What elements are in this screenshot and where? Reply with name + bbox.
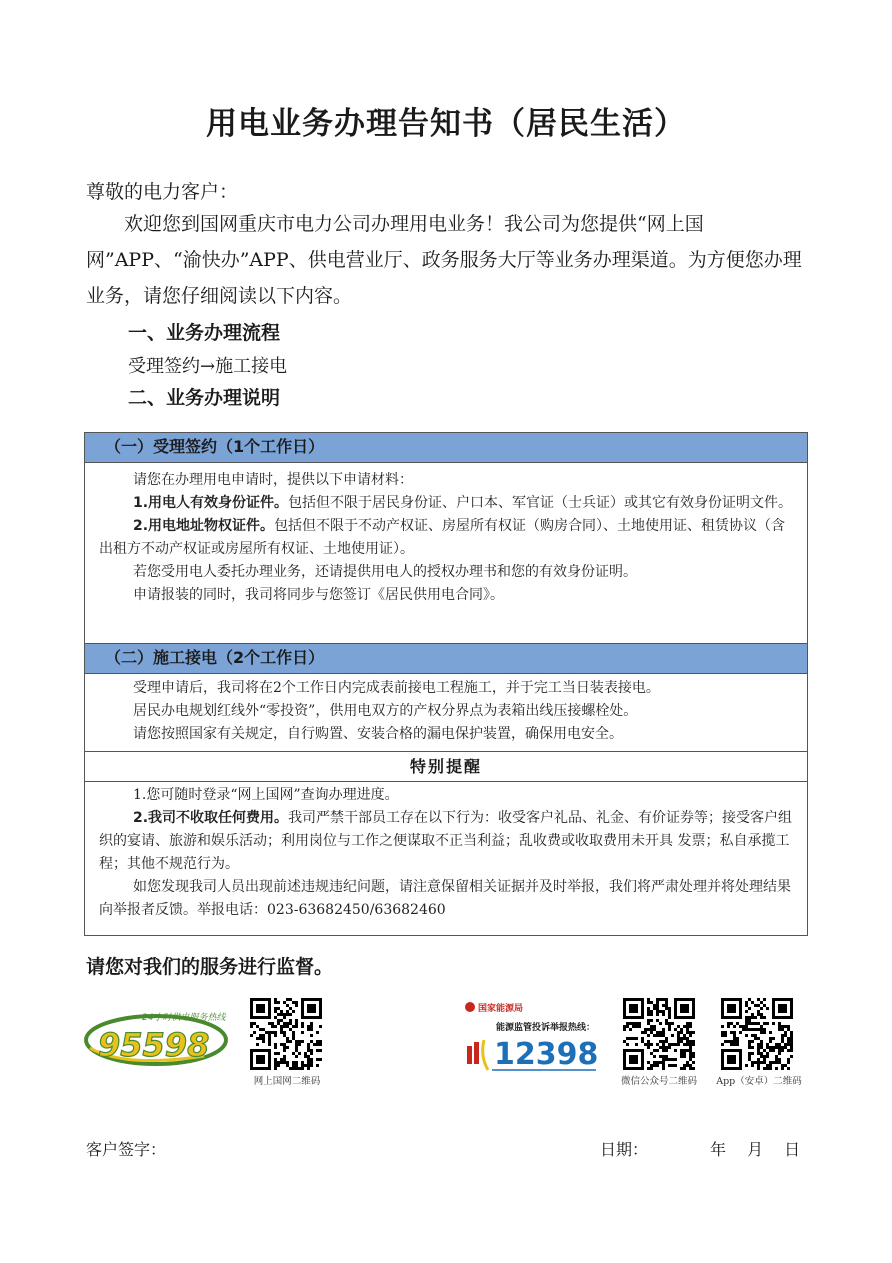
notice-item-2 bbox=[99, 807, 793, 876]
notice-item-2-text: 我司严禁干部员工存在以下行为：收受客户礼品、礼金、有价证券等；接受客户组织的宴请、旅游和娱乐活动；利用岗位与工作之便谋取不正当利益；乱收费或收取费用未开具 发票；私自承揽工程；其他不规范行为。 bbox=[99, 810, 793, 872]
hotline-95598-logo bbox=[84, 1006, 232, 1068]
greeting: 尊敬的电力客户： bbox=[86, 181, 239, 203]
hotline-number: 95598 bbox=[98, 1026, 210, 1064]
item-1-title: 1.用电人有效身份证件。 bbox=[133, 495, 289, 511]
notice-item-2-title: 2.我司不收取任何费用。 bbox=[133, 810, 289, 826]
android-app-qr-code[interactable] bbox=[721, 998, 793, 1070]
nea-slogan: 能源监管投诉举报热线： bbox=[496, 1023, 596, 1033]
acceptance-section bbox=[85, 469, 807, 607]
acceptance-item-2 bbox=[99, 515, 793, 561]
item-1-text: 包括但不限于居民身份证、户口本、军官证（士兵证）或其它有效身份证明文件。 bbox=[288, 495, 793, 511]
intro-text: 欢迎您到国网重庆市电力公司办理用电业务！我公司为您提供“网上国网”APP、“渝快办”APP、供电营业厅、政务服务大厅等业务办理渠道。为方便您办理业务，请您仔细阅读以下内容。 bbox=[86, 213, 802, 307]
supervise-slogan: 请您对我们的服务进行监督。 bbox=[86, 956, 334, 978]
qr-code-icon bbox=[250, 998, 322, 1070]
notice-divider-top bbox=[85, 751, 807, 752]
section-heading-instructions: 二、业务办理说明 bbox=[128, 387, 281, 409]
acceptance-note-2: 申请报装的同时，我司将同步与您签订《居民供用电合同》。 bbox=[133, 587, 504, 603]
notice-divider-bottom bbox=[85, 781, 807, 782]
app-qr-code[interactable] bbox=[250, 998, 322, 1070]
section-heading-process: 一、业务办理流程 bbox=[128, 322, 281, 344]
qr-code-icon bbox=[721, 998, 793, 1070]
nea-number: 12398 bbox=[494, 1037, 599, 1072]
item-2-title: 2.用电地址物权证件。 bbox=[133, 518, 275, 534]
date-fields: 年 月 日 bbox=[710, 1140, 801, 1159]
intro-paragraph bbox=[86, 206, 806, 314]
notice-item-1: 1.您可随时登录“网上国网”查询办理进度。 bbox=[133, 787, 399, 803]
acceptance-header: （一）受理签约（1个工作日） bbox=[85, 432, 807, 463]
nea-hotline-icon bbox=[464, 1000, 600, 1076]
notice-header: 特别提醒 bbox=[409, 757, 482, 776]
notice-item-3: 如您发现我司人员出现前述违规违纪问题，请注意保留相关证据并及时举报，我们将严肃处理并将处理结果向举报者反馈。举报电话：023-63682450/63682460 bbox=[99, 879, 791, 918]
wechat-qr-code[interactable] bbox=[623, 998, 695, 1070]
construction-header: （二）施工接电（2个工作日） bbox=[85, 643, 807, 674]
qr-code-icon bbox=[623, 998, 695, 1070]
hotline-slogan: 24小时供电服务热线 bbox=[142, 1013, 226, 1023]
construction-section bbox=[85, 677, 807, 746]
wechat-qr-caption: 微信公众号二维码 bbox=[620, 1076, 697, 1087]
android-qr-caption: App（安卓）二维码 bbox=[716, 1076, 802, 1087]
customer-signature-label: 客户签字： bbox=[86, 1140, 167, 1159]
process-flow: 受理签约→施工接电 bbox=[128, 356, 288, 377]
date-label: 日期： bbox=[600, 1140, 649, 1159]
item-2-text: 包括但不限于不动产权证、房屋所有权证（购房合同）、土地使用证、租赁协议（含出租方不动产权证或房屋所有权证、土地使用证）。 bbox=[99, 518, 786, 557]
acceptance-item-1 bbox=[99, 492, 793, 515]
construction-line-2: 居民办电规划红线外“零投资”，供用电双方的产权分界点为表箱出线压接螺栓处。 bbox=[133, 703, 638, 719]
page-title: 用电业务办理告知书（居民生活） bbox=[206, 106, 686, 142]
notice-section bbox=[85, 784, 807, 922]
construction-line-3: 请您按照国家有关规定，自行购置、安装合格的漏电保护装置，确保用电安全。 bbox=[133, 726, 623, 742]
nea-12398-logo bbox=[464, 1000, 600, 1076]
acceptance-note-1: 若您受用电人委托办理业务，还请提供用电人的授权办理书和您的有效身份证明。 bbox=[133, 564, 637, 580]
instructions-table bbox=[84, 432, 808, 936]
nea-label: 国家能源局 bbox=[478, 1004, 524, 1014]
app-qr-caption: 网上国网二维码 bbox=[253, 1076, 321, 1087]
acceptance-lead: 请您在办理用电申请时，提供以下申请材料： bbox=[133, 472, 413, 488]
hotline-logo-icon bbox=[84, 1006, 232, 1068]
construction-line-1: 受理申请后，我司将在2个工作日内完成表前接电工程施工，并于完工当日装表接电。 bbox=[133, 680, 660, 696]
